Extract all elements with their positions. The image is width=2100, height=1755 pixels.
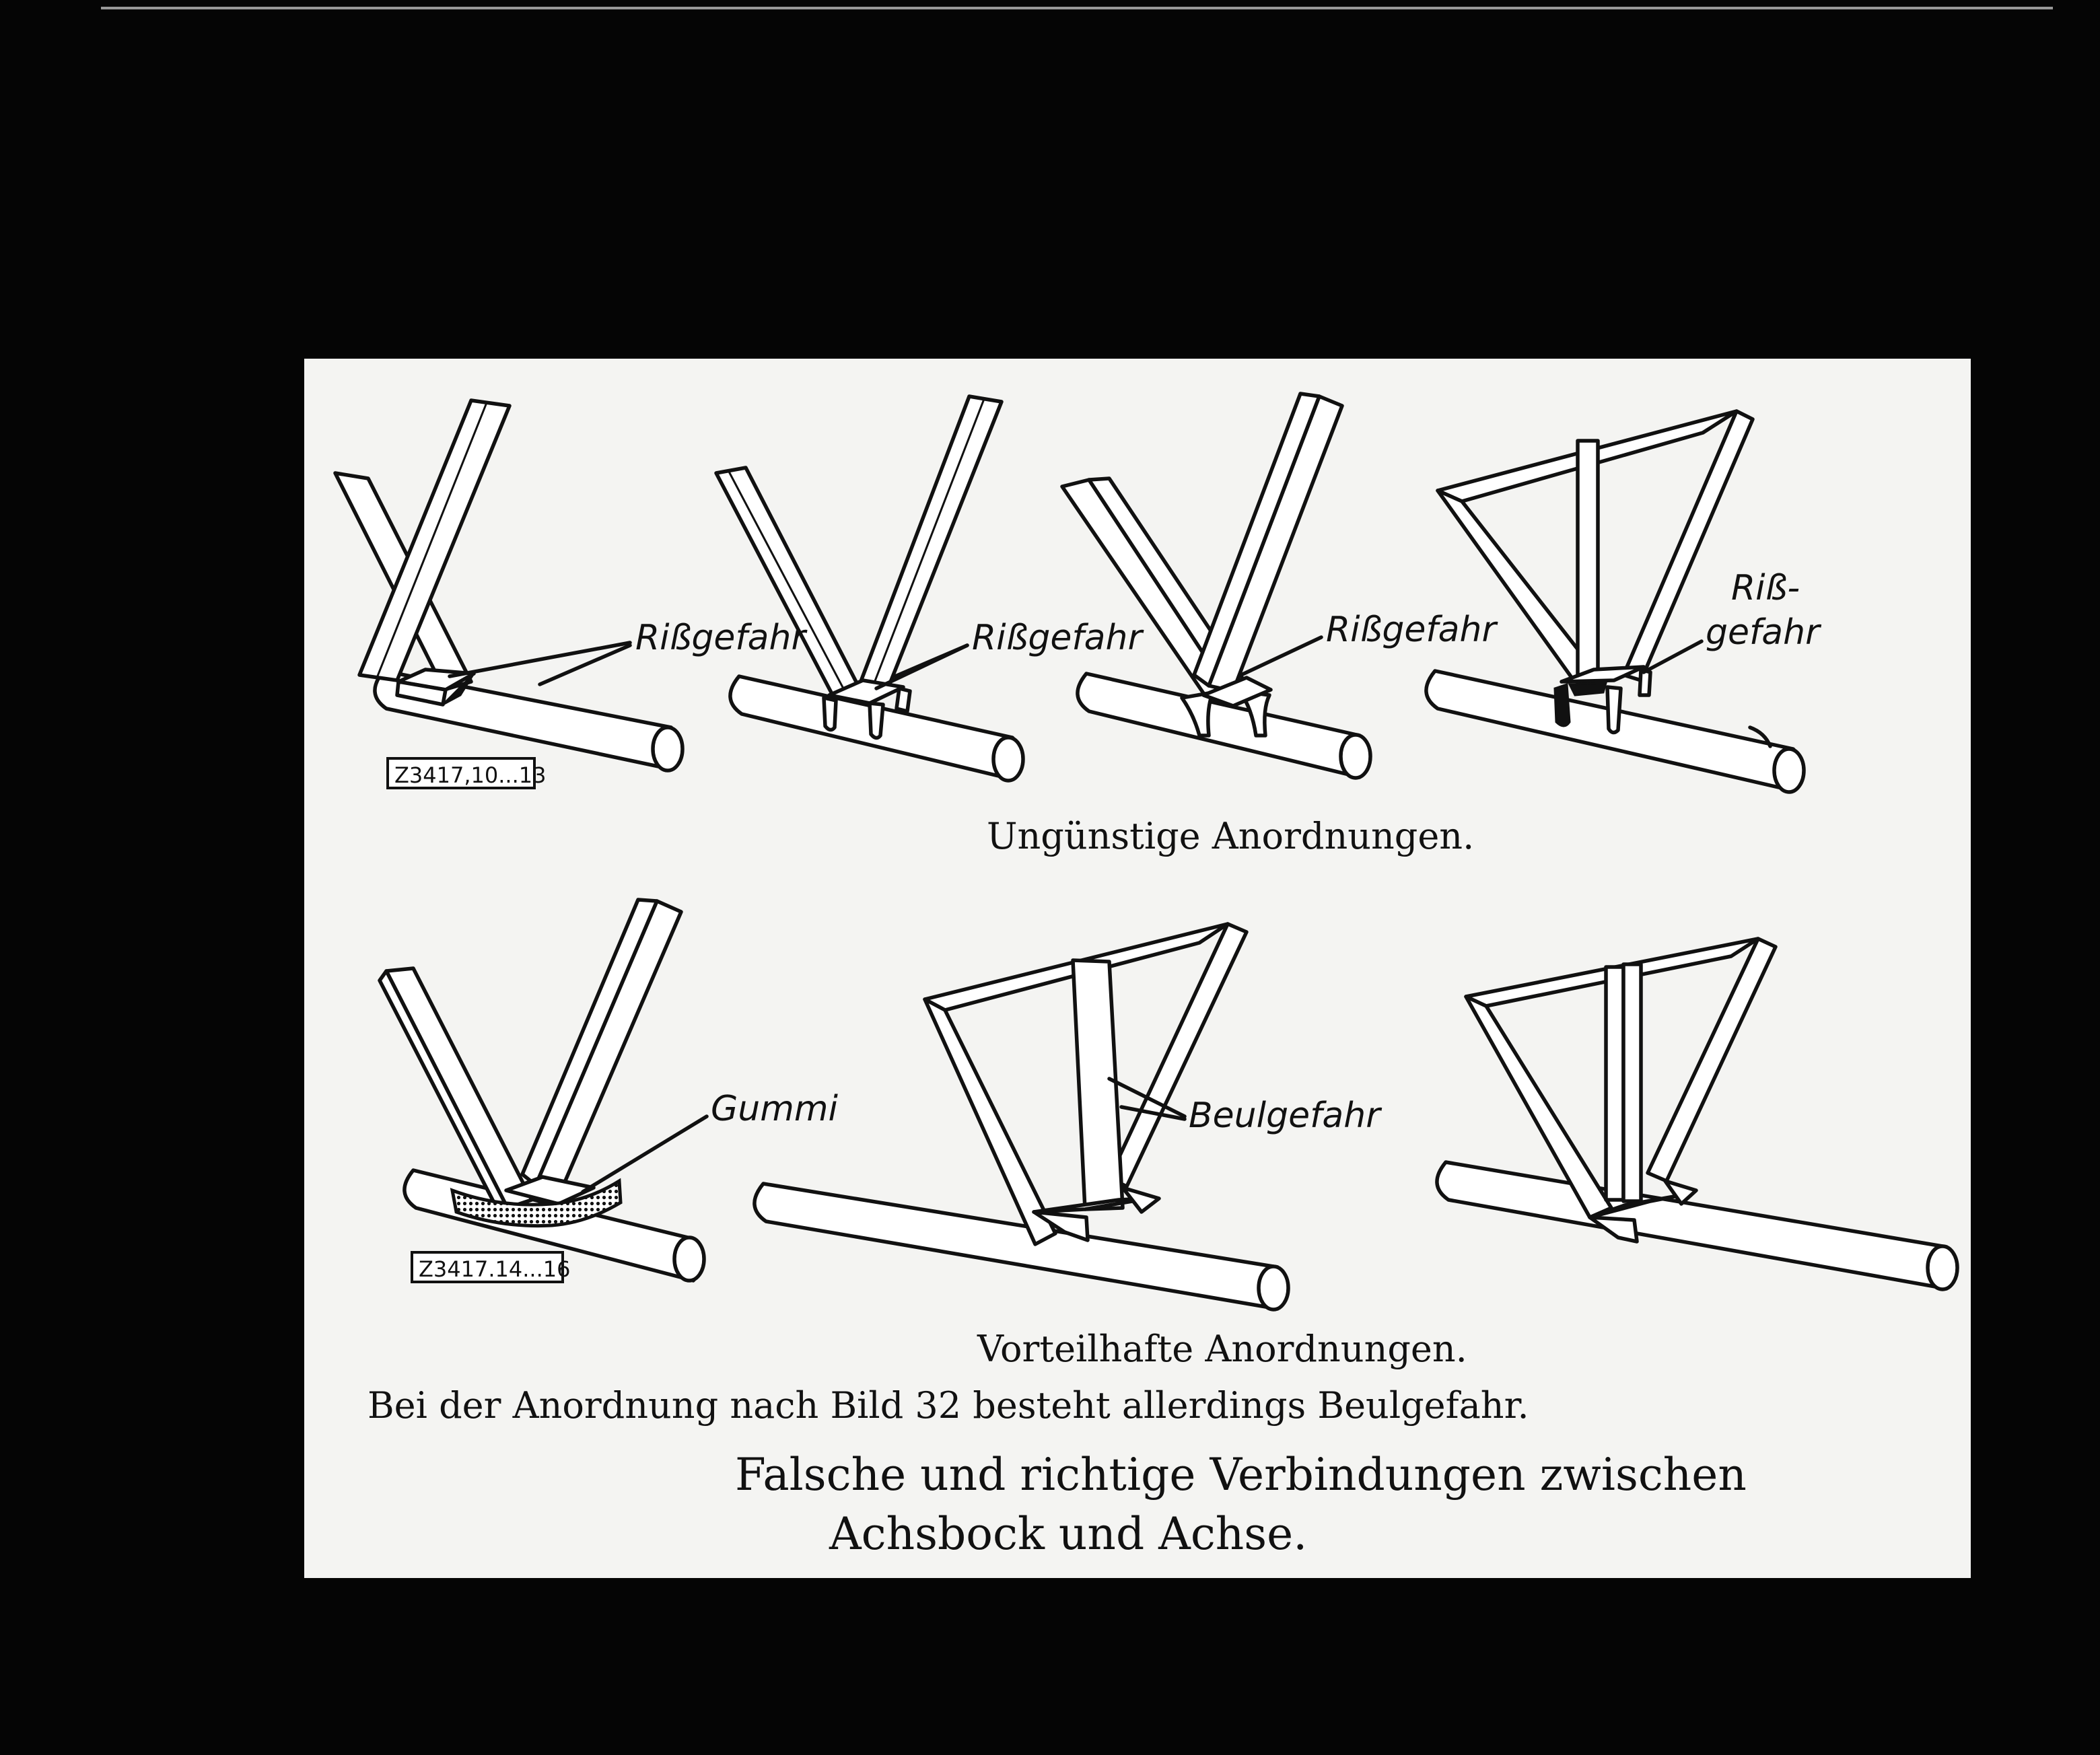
buckling-risk-label: Beulgefahr xyxy=(1189,1096,1380,1136)
figure-bottom-5 xyxy=(380,900,704,1281)
caption-unfavourable: Ungünstige Anordnungen. xyxy=(987,815,1475,857)
figure-top-2 xyxy=(716,396,1023,781)
crack-risk-label-1: Rißgefahr xyxy=(635,618,806,658)
crack-risk-label-2: Rißgefahr xyxy=(972,618,1142,658)
figure-title-line-2: Achsbock und Achse. xyxy=(829,1508,1308,1560)
crack-risk-label-3: Rißgefahr xyxy=(1326,610,1496,650)
rubber-label: Gummi xyxy=(711,1089,839,1129)
crack-risk-label-4a: Riß- xyxy=(1731,568,1800,608)
caption-favourable: Vorteilhafte Anordnungen. xyxy=(977,1328,1467,1370)
slide-frame-edge xyxy=(101,7,2053,9)
figure-top-1 xyxy=(335,400,682,771)
figure-top-3 xyxy=(1062,394,1370,778)
drawing-code-top: Z3417,10...13 xyxy=(394,762,547,788)
diagram-card xyxy=(304,359,1971,1578)
drawing-code-bottom: Z3417.14...16 xyxy=(419,1256,571,1282)
figure-bottom-7 xyxy=(1437,939,1957,1289)
note-buckling: Bei der Anordnung nach Bild 32 besteht allerdings Beulgefahr. xyxy=(368,1384,1529,1427)
crack-risk-label-4b: gefahr xyxy=(1706,612,1820,653)
figure-title-line-1: Falsche und richtige Verbindungen zwischen xyxy=(735,1449,1747,1501)
